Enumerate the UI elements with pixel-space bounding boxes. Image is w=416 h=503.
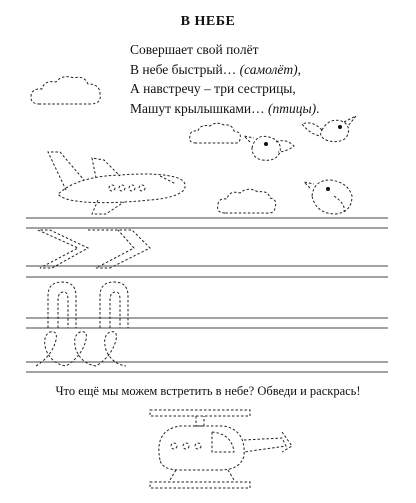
- bird-icon[interactable]: [302, 116, 356, 142]
- page-title: В НЕБЕ: [180, 14, 236, 29]
- cloud-icon[interactable]: [190, 123, 241, 143]
- writing-lines: [26, 218, 388, 372]
- task-instruction: Что ещё мы можем встретить в небе? Обведи и раскрась!: [55, 384, 361, 398]
- bird-icon[interactable]: [304, 180, 352, 214]
- answer-birds: (птицы): [268, 100, 317, 116]
- tracing-row-zigzag[interactable]: [38, 230, 150, 268]
- cloud-icon[interactable]: [31, 77, 100, 104]
- poem-line-1: Совершает свой полёт: [130, 42, 259, 57]
- poem-line-2: В небе быстрый… (самолёт),: [130, 61, 301, 77]
- poem-line-3: А навстречу – три сестрицы,: [130, 81, 296, 96]
- tracing-row-arches[interactable]: [48, 282, 128, 328]
- cloud-icon[interactable]: [218, 189, 276, 213]
- poem-line-4: Машут крылышками… (птицы).: [130, 100, 320, 116]
- tracing-row-loops[interactable]: [36, 332, 126, 366]
- airplane-icon[interactable]: [48, 152, 185, 214]
- helicopter-icon[interactable]: [150, 410, 292, 488]
- bird-icon[interactable]: [244, 136, 294, 160]
- answer-airplane: (самолёт): [239, 61, 298, 77]
